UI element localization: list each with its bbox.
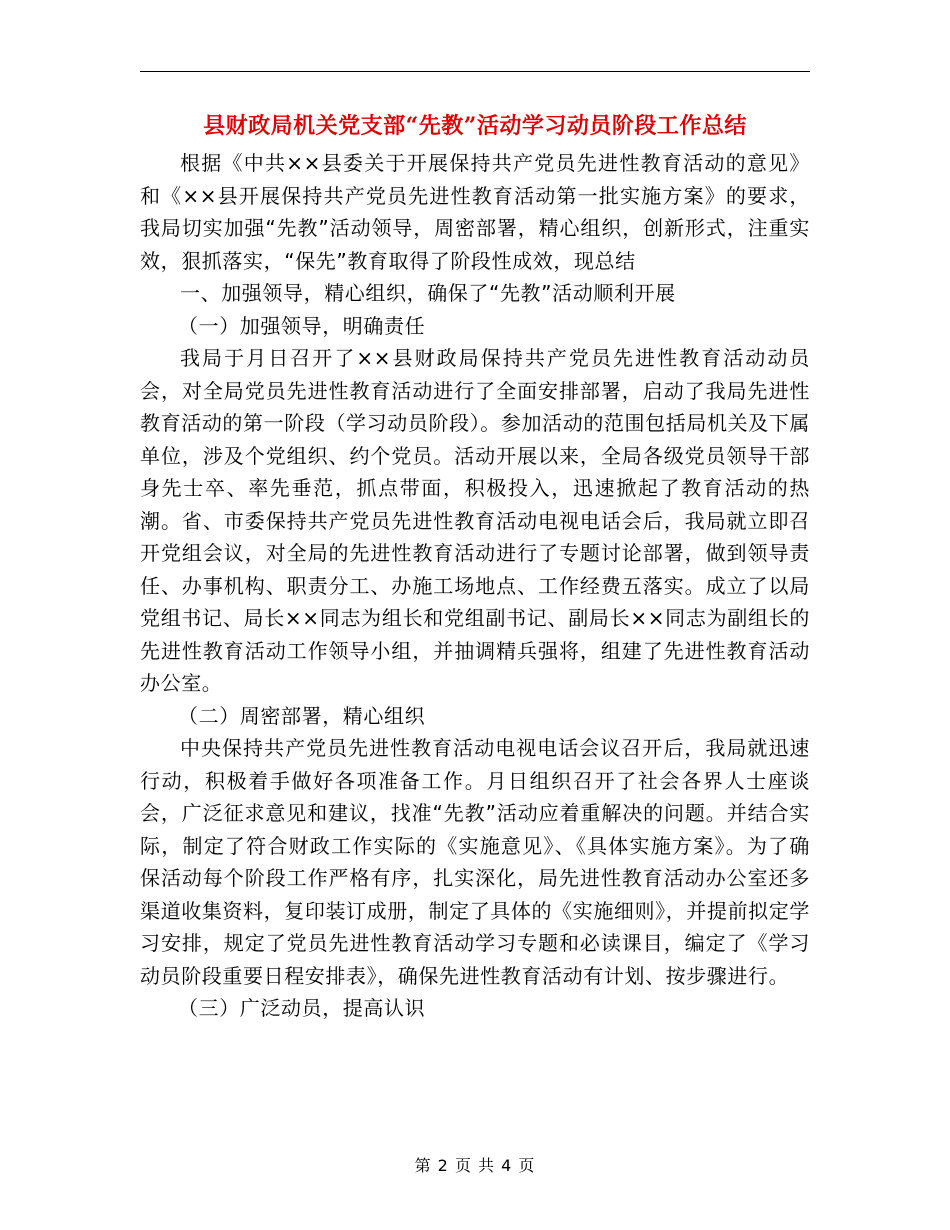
subsection-heading-1: （一）加强领导，明确责任 — [178, 313, 426, 338]
section-heading-1: 一、加强领导，精心组织，确保了“先教”活动顺利开展 — [180, 281, 676, 305]
header-rule — [140, 71, 810, 72]
document-title: 县财政局机关党支部“先教”活动学习动员阶段工作总结 — [203, 113, 747, 139]
intro-paragraph: 根据《中共××县委关于开展保持共产党员先进性教育活动的意见》和《××县开展保持共产党员先进性教育活动第一批实施方案》的要求，我局切实加强“先教”活动领导，周密部署，精心组织，创新形式，注重实效，狠抓落实，“保先”教育取得了阶段性成效，现总结 — [140, 151, 810, 273]
subsection-heading-2: （二）周密部署，精心组织 — [178, 703, 426, 728]
body-paragraph-1: 我局于月日召开了××县财政局保持共产党员先进性教育活动动员会，对全局党员先进性教育活动进行了全面安排部署，启动了我局先进性教育活动的第一阶段（学习动员阶段）。参加活动的范围包括局机关及下属单位，涉及个党组织、约个党员。活动开展以来，全局各级党员领导干部身先士卒、率先垂范，抓点带面，积极投入，迅速掀起了教育活动的热潮。省、市委保持共产党员先进性教育活动电视电话会后，我局就立即召开党组会议，对全局的先进性教育活动进行了专题讨论部署，做到领导责任、办事机构、职责分工、办施工场地点、工作经费五落实。成立了以局党组书记、局长××同志为组长和党组副书记、副局长××同志为副组长的先进性教育活动工作领导小组，并抽调精兵强将，组建了先进性教育活动办公室。 — [140, 346, 810, 695]
page-number: 第 2 页 共 4 页 — [414, 1156, 536, 1175]
body-paragraph-2: 中央保持共产党员先进性教育活动电视电话会议召开后，我局就迅速行动，积极着手做好各项准备工作。月日组织召开了社会各界人士座谈会，广泛征求意见和建议，找准“先教”活动应着重解决的问题。并结合实际，制定了符合财政工作实际的《实施意见》、《具体实施方案》。为了确保活动每个阶段工作严格有序，扎实深化，局先进性教育活动办公室还多渠道收集资料，复印装订成册，制定了具体的《实施细则》，并提前拟定学习安排，规定了党员先进性教育活动学习专题和必读课目，编定了《学习动员阶段重要日程安排表》，确保先进性教育活动有计划、按步骤进行。 — [140, 736, 810, 988]
subsection-heading-3: （三）广泛动员，提高认识 — [178, 996, 426, 1020]
document-body — [140, 147, 810, 1025]
